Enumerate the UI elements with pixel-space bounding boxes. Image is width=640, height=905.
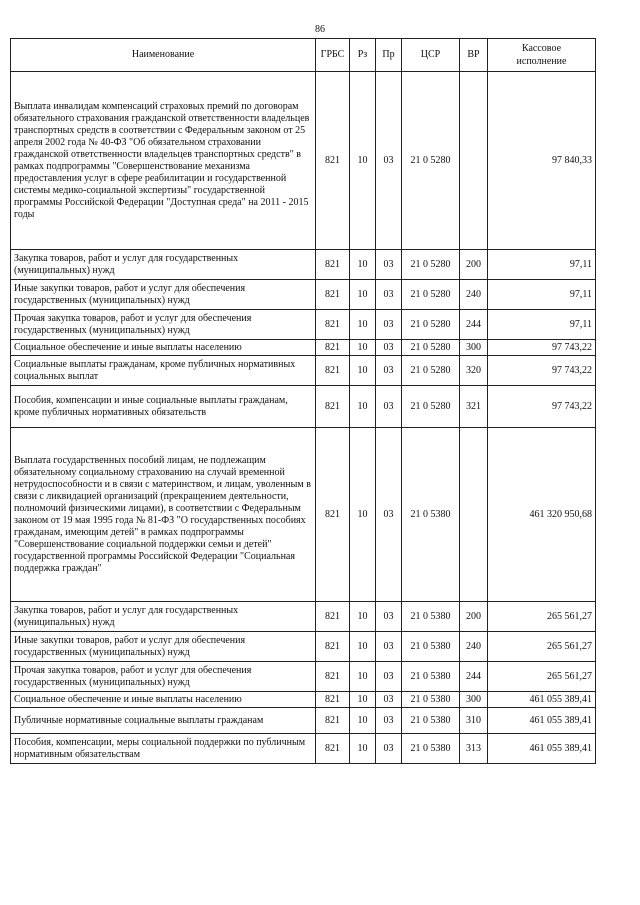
- row-csr-cell: 21 0 5380: [402, 602, 460, 632]
- row-name-cell: Иные закупки товаров, работ и услуг для обеспечения государственных (муниципальных) нужд: [11, 280, 316, 310]
- table-row: [11, 734, 596, 764]
- col-header-csr: ЦСР: [402, 39, 460, 72]
- row-csr-cell: 21 0 5380: [402, 692, 460, 708]
- table-row: [11, 386, 596, 428]
- row-pr-cell: 03: [376, 602, 402, 632]
- row-rz-cell: 10: [350, 632, 376, 662]
- row-grbs-cell: 821: [316, 708, 350, 734]
- row-pr-cell: 03: [376, 428, 402, 602]
- row-pr-cell: 03: [376, 356, 402, 386]
- row-rz-cell: 10: [350, 250, 376, 280]
- row-rz-cell: 10: [350, 356, 376, 386]
- row-csr-cell: 21 0 5280: [402, 72, 460, 250]
- row-rz-cell: 10: [350, 280, 376, 310]
- col-header-vr: ВР: [460, 39, 488, 72]
- row-grbs-cell: 821: [316, 734, 350, 764]
- row-name-cell: Прочая закупка товаров, работ и услуг для обеспечения государственных (муниципальных) нужд: [11, 310, 316, 340]
- row-grbs-cell: 821: [316, 280, 350, 310]
- table-row: [11, 310, 596, 340]
- col-header-grbs: ГРБС: [316, 39, 350, 72]
- row-vr-cell: 300: [460, 692, 488, 708]
- row-csr-cell: 21 0 5380: [402, 708, 460, 734]
- row-pr-cell: 03: [376, 340, 402, 356]
- row-pr-cell: 03: [376, 310, 402, 340]
- row-amount-cell: 461 320 950,68: [488, 428, 596, 602]
- col-header-execution-line1: Кассовое: [521, 43, 562, 54]
- col-header-execution-line2: исполнение: [516, 56, 567, 67]
- row-name-cell: Прочая закупка товаров, работ и услуг для обеспечения государственных (муниципальных) нужд: [11, 662, 316, 692]
- row-pr-cell: 03: [376, 632, 402, 662]
- table-row: [11, 340, 596, 356]
- row-csr-cell: 21 0 5380: [402, 428, 460, 602]
- row-rz-cell: 10: [350, 428, 376, 602]
- row-csr-cell: 21 0 5280: [402, 280, 460, 310]
- row-csr-cell: 21 0 5280: [402, 250, 460, 280]
- row-amount-cell: 461 055 389,41: [488, 708, 596, 734]
- row-vr-cell: 321: [460, 386, 488, 428]
- table-row: [11, 428, 596, 602]
- table-row: [11, 692, 596, 708]
- row-amount-cell: 97,11: [488, 250, 596, 280]
- row-vr-cell: 200: [460, 602, 488, 632]
- row-pr-cell: 03: [376, 734, 402, 764]
- col-header-name: Наименование: [11, 39, 316, 72]
- budget-table: [10, 38, 596, 764]
- row-vr-cell: 310: [460, 708, 488, 734]
- row-amount-cell: 97,11: [488, 310, 596, 340]
- row-vr-cell: 244: [460, 310, 488, 340]
- row-pr-cell: 03: [376, 280, 402, 310]
- row-grbs-cell: 821: [316, 356, 350, 386]
- row-vr-cell: 200: [460, 250, 488, 280]
- row-amount-cell: 97 743,22: [488, 386, 596, 428]
- row-rz-cell: 10: [350, 602, 376, 632]
- row-csr-cell: 21 0 5280: [402, 310, 460, 340]
- row-rz-cell: 10: [350, 310, 376, 340]
- row-name-cell: Пособия, компенсации и иные социальные выплаты гражданам, кроме публичных нормативных обязательств: [11, 386, 316, 428]
- row-rz-cell: 10: [350, 708, 376, 734]
- table-row: [11, 662, 596, 692]
- col-header-execution: [488, 39, 596, 72]
- page-number: 86: [315, 24, 325, 35]
- row-pr-cell: 03: [376, 662, 402, 692]
- row-vr-cell: 240: [460, 632, 488, 662]
- row-pr-cell: 03: [376, 72, 402, 250]
- row-csr-cell: 21 0 5380: [402, 734, 460, 764]
- row-vr-cell: 313: [460, 734, 488, 764]
- row-grbs-cell: 821: [316, 250, 350, 280]
- row-vr-cell: [460, 428, 488, 602]
- row-amount-cell: 97,11: [488, 280, 596, 310]
- row-rz-cell: 10: [350, 386, 376, 428]
- row-grbs-cell: 821: [316, 692, 350, 708]
- row-vr-cell: 240: [460, 280, 488, 310]
- row-name-cell: Выплата государственных пособий лицам, не подлежащим обязательному социальному страхованию на случай временной нетрудоспособности и в связи с материнством, и лицам, уволенным в связи с ликвидацией организаций (прекращением деятельности, полномочий физическими лицами), в соответствии с Федеральным законом от 19 мая 1995 года № 81-ФЗ "О государственных пособиях гражданам, имеющим детей" в рамках подпрограммы "Совершенствование социальной поддержки семьи и детей" государственной программы Российской Федерации "Социальная поддержка граждан": [11, 428, 316, 602]
- table-row: [11, 250, 596, 280]
- row-grbs-cell: 821: [316, 72, 350, 250]
- row-pr-cell: 03: [376, 386, 402, 428]
- row-grbs-cell: 821: [316, 662, 350, 692]
- row-grbs-cell: 821: [316, 602, 350, 632]
- row-rz-cell: 10: [350, 734, 376, 764]
- row-amount-cell: 97 743,22: [488, 356, 596, 386]
- row-csr-cell: 21 0 5280: [402, 386, 460, 428]
- row-grbs-cell: 821: [316, 340, 350, 356]
- row-amount-cell: 461 055 389,41: [488, 692, 596, 708]
- row-csr-cell: 21 0 5380: [402, 632, 460, 662]
- table-row: [11, 280, 596, 310]
- row-pr-cell: 03: [376, 692, 402, 708]
- row-csr-cell: 21 0 5280: [402, 340, 460, 356]
- table-header-row: [11, 39, 596, 72]
- row-rz-cell: 10: [350, 662, 376, 692]
- table-row: [11, 72, 596, 250]
- row-amount-cell: 461 055 389,41: [488, 734, 596, 764]
- row-name-cell: Социальное обеспечение и иные выплаты населению: [11, 692, 316, 708]
- row-name-cell: Публичные нормативные социальные выплаты гражданам: [11, 708, 316, 734]
- row-name-cell: Иные закупки товаров, работ и услуг для обеспечения государственных (муниципальных) нужд: [11, 632, 316, 662]
- row-rz-cell: 10: [350, 340, 376, 356]
- row-grbs-cell: 821: [316, 310, 350, 340]
- row-vr-cell: 244: [460, 662, 488, 692]
- row-amount-cell: 97 743,22: [488, 340, 596, 356]
- row-vr-cell: 300: [460, 340, 488, 356]
- row-pr-cell: 03: [376, 708, 402, 734]
- row-csr-cell: 21 0 5380: [402, 662, 460, 692]
- col-header-rz: Рз: [350, 39, 376, 72]
- row-rz-cell: 10: [350, 72, 376, 250]
- row-name-cell: Социальные выплаты гражданам, кроме публичных нормативных социальных выплат: [11, 356, 316, 386]
- row-name-cell: Социальное обеспечение и иные выплаты населению: [11, 340, 316, 356]
- row-vr-cell: [460, 72, 488, 250]
- row-rz-cell: 10: [350, 692, 376, 708]
- row-amount-cell: 265 561,27: [488, 632, 596, 662]
- row-amount-cell: 265 561,27: [488, 662, 596, 692]
- row-pr-cell: 03: [376, 250, 402, 280]
- row-grbs-cell: 821: [316, 632, 350, 662]
- row-vr-cell: 320: [460, 356, 488, 386]
- row-name-cell: Закупка товаров, работ и услуг для государственных (муниципальных) нужд: [11, 250, 316, 280]
- row-name-cell: Выплата инвалидам компенсаций страховых премий по договорам обязательного страхования гражданской ответственности владельцев транспортных средств в соответствии с Федеральным законом от 25 апреля 2002 года № 40-ФЗ "Об обязательном страховании гражданской ответственности владельцев транспортных средств" в рамках подпрограммы "Совершенствование механизма предоставления услуг в сфере реабилитации и государственной системы медико-социальной экспертизы" государственной программы Российской Федерации "Доступная среда" на 2011 - 2015 годы: [11, 72, 316, 250]
- table-row: [11, 632, 596, 662]
- table-row: [11, 356, 596, 386]
- row-amount-cell: 265 561,27: [488, 602, 596, 632]
- row-grbs-cell: 821: [316, 428, 350, 602]
- row-grbs-cell: 821: [316, 386, 350, 428]
- row-amount-cell: 97 840,33: [488, 72, 596, 250]
- table-row: [11, 602, 596, 632]
- row-csr-cell: 21 0 5280: [402, 356, 460, 386]
- col-header-pr: Пр: [376, 39, 402, 72]
- row-name-cell: Закупка товаров, работ и услуг для государственных (муниципальных) нужд: [11, 602, 316, 632]
- row-name-cell: Пособия, компенсации, меры социальной поддержки по публичным нормативным обязательствам: [11, 734, 316, 764]
- table-row: [11, 708, 596, 734]
